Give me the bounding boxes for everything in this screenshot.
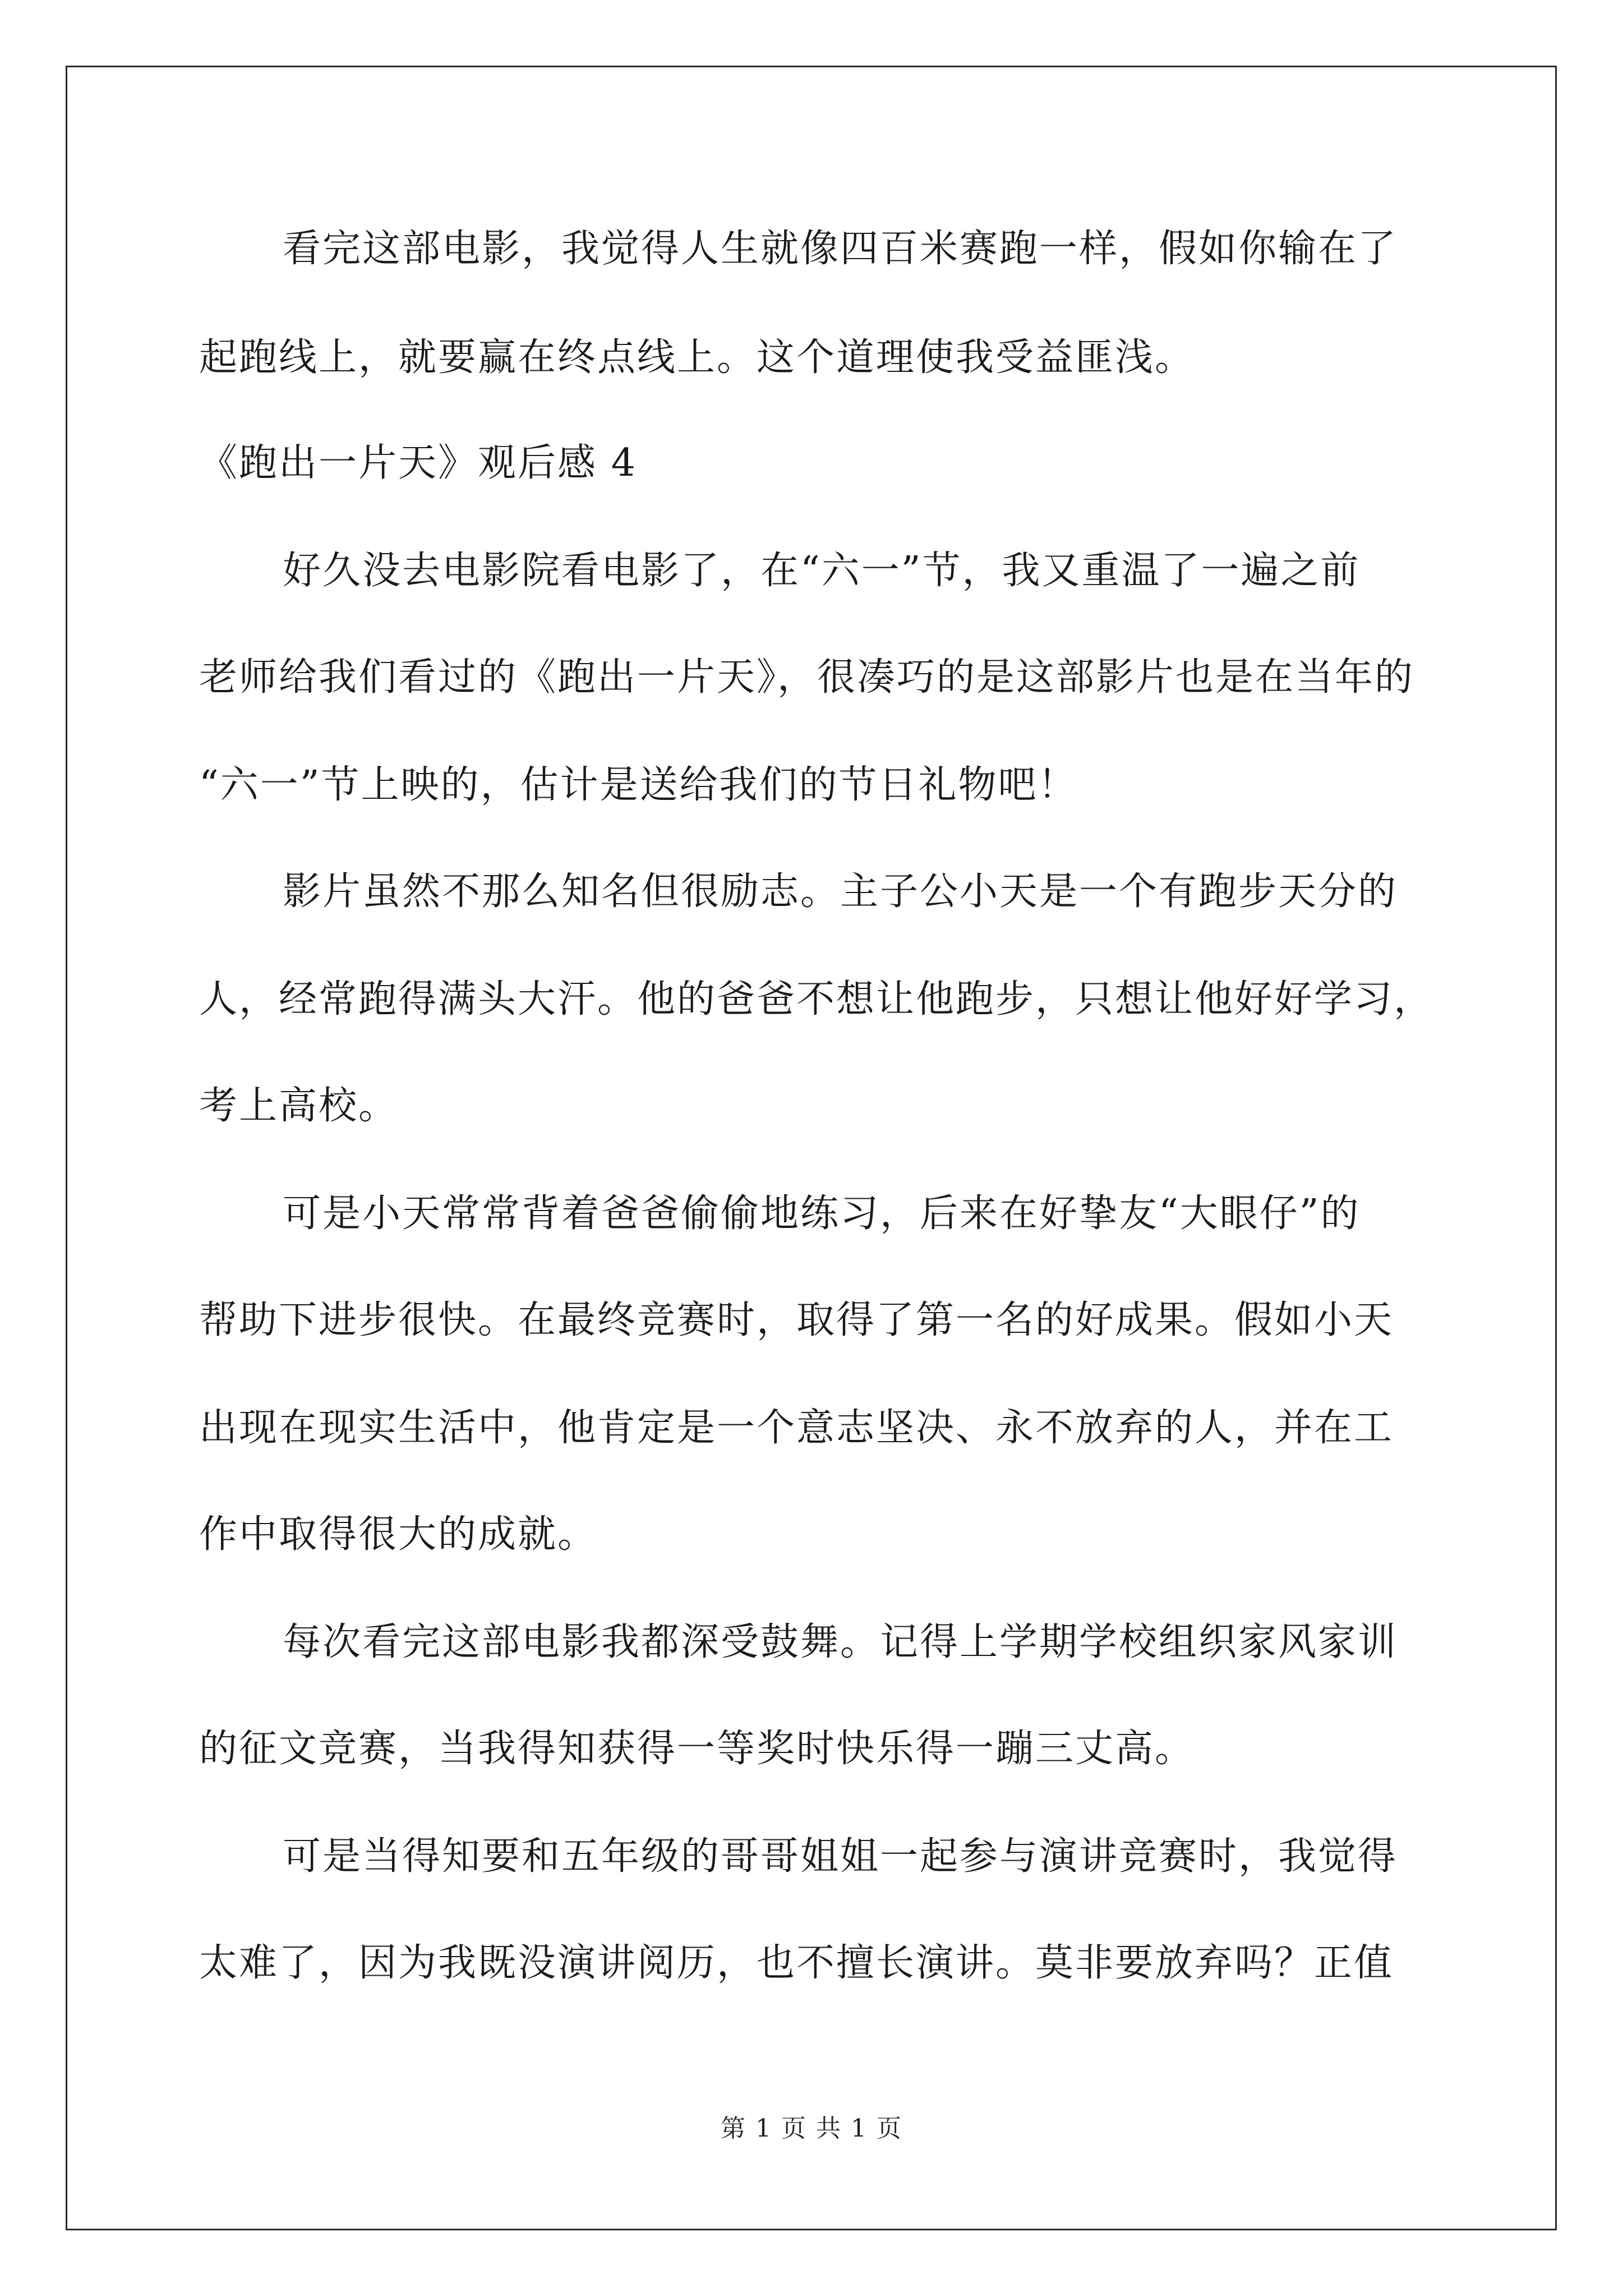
- section-heading: 《跑出一片天》观后感 4: [199, 441, 637, 485]
- paragraph-line: 起跑线上，就要赢在终点线上。这个道理使我受益匪浅。: [199, 335, 1195, 380]
- paragraph-line: 作中取得很大的成就。: [199, 1512, 598, 1557]
- paragraph-line: 可是当得知要和五年级的哥哥姐姐一起参与演讲竞赛时，我觉得: [283, 1834, 1398, 1879]
- paragraph-line: 帮助下进步很快。在最终竞赛时，取得了第一名的好成果。假如小天: [199, 1298, 1394, 1342]
- paragraph-line: 的征文竞赛，当我得知获得一等奖时快乐得一蹦三丈高。: [199, 1727, 1195, 1771]
- paragraph-line: 人，经常跑得满头大汗。他的爸爸不想让他跑步，只想让他好好学习，: [199, 977, 1434, 1022]
- paragraph-line: 可是小天常常背着爸爸偷偷地练习，后来在好挚友“大眼仔”的: [283, 1191, 1361, 1236]
- paragraph-line: 太难了，因为我既没演讲阅历，也不擅长演讲。莫非要放弃吗？正值: [199, 1941, 1394, 1985]
- paragraph-line: 出现在现实生活中，他肯定是一个意志坚决、永不放弃的人，并在工: [199, 1406, 1394, 1450]
- page-number-footer: 第 1 页 共 1 页: [721, 2114, 902, 2143]
- paragraph-line: 好久没去电影院看电影了，在“六一”节，我又重温了一遍之前: [283, 549, 1361, 593]
- paragraph-line: “六一”节上映的，估计是送给我们的节日礼物吧！: [199, 763, 1078, 807]
- page-border: [66, 66, 1557, 2230]
- paragraph-line: 看完这部电影，我觉得人生就像四百米赛跑一样，假如你输在了: [283, 227, 1398, 271]
- paragraph-line: 每次看完这部电影我都深受鼓舞。记得上学期学校组织家风家训: [283, 1620, 1398, 1664]
- paragraph-line: 老师给我们看过的《跑出一片天》，很凑巧的是这部影片也是在当年的: [199, 655, 1415, 700]
- paragraph-line: 影片虽然不那么知名但很励志。主子公小天是一个有跑步天分的: [283, 869, 1398, 914]
- paragraph-line: 考上高校。: [199, 1084, 399, 1128]
